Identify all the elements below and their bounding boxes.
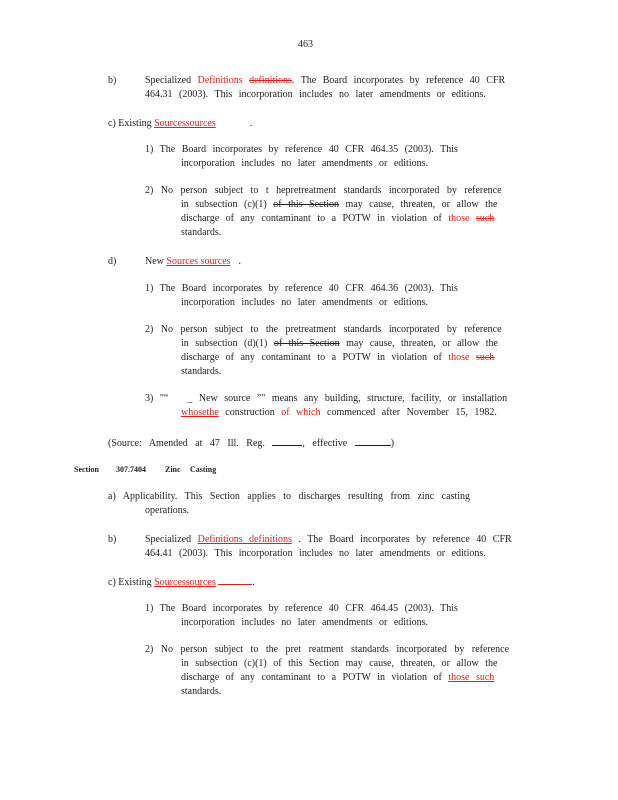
subsection-d-heading: [145, 256, 241, 268]
d1-item2-line1: 2) No person subject to the pretreatment standards incorporated by reference: [145, 324, 502, 335]
text: 3) "“: [145, 393, 169, 404]
text: .: [249, 118, 253, 129]
text: discharge of any contaminant to a POTW in violation of: [181, 213, 442, 224]
text: in subsection (d)(1): [181, 338, 268, 349]
text: c) Existing: [108, 577, 152, 588]
c1-item1-line1: 1) The Board incorporates by reference 40 CFR 464.35 (2003). This: [145, 144, 458, 155]
deleted-text: such: [475, 352, 495, 363]
text: discharge of any contaminant to a POTW in violation of: [181, 352, 442, 363]
c2-item2-line2: in subsection (c)(1) of this Section may cause, threaten, or allow the: [181, 658, 498, 669]
text: .: [238, 256, 242, 267]
c2-heading: [108, 575, 255, 589]
subsection-d-marker: d): [108, 256, 117, 267]
c1-item2-line1: 2) No person subject to t hepretreatment standards incorporated by reference: [145, 185, 502, 196]
inserted-text: Sourcessources: [154, 118, 216, 129]
text: Specialized: [145, 534, 192, 545]
section-title-zinc: Zinc: [165, 465, 181, 474]
blank-line: [272, 436, 302, 446]
c2-item2-line3: [181, 672, 494, 684]
d1-item3-line2: [181, 407, 497, 419]
deleted-text: such: [475, 213, 495, 224]
c1-item2-line2: [181, 199, 497, 211]
text: (Source: Amended at 47 Ill. Reg.: [108, 438, 265, 449]
c2-item1-line2: incorporation includes no later amendments or editions.: [181, 617, 428, 628]
inserted-text: of which: [281, 407, 321, 418]
c2-item2-line1: 2) No person subject to the pret reatment standards incorporated by reference: [145, 644, 510, 655]
text: , effective: [302, 438, 348, 449]
text: _ New source ”" means any building, structure, facility, or installation: [187, 393, 508, 404]
d1-item1-line2: incorporation includes no later amendments or editions.: [181, 297, 428, 308]
deleted-text: of this Section: [273, 199, 340, 210]
page-number: 463: [298, 39, 313, 50]
text: Specialized: [145, 75, 192, 86]
a2-line1: a) Applicability. This Section applies to discharges resulting from zinc casting: [108, 491, 470, 502]
inserted-text: whosethe: [181, 407, 219, 418]
inserted-text: Sources sources: [166, 256, 231, 267]
section-number: 307.7404: [116, 465, 146, 474]
source-note: [108, 436, 394, 450]
a2-line2: operations.: [145, 505, 190, 516]
text: may cause, threaten, or allow the: [346, 338, 498, 349]
text: construction: [225, 407, 275, 418]
text: discharge of any contaminant to a POTW in violation of: [181, 672, 442, 683]
blank-line: [218, 575, 252, 585]
c1-item1-line2: incorporation includes no later amendments or editions.: [181, 158, 428, 169]
text: New: [145, 256, 164, 267]
inserted-text: those: [448, 352, 470, 363]
text: c) Existing: [108, 118, 152, 129]
c2-item1-line1: 1) The Board incorporates by reference 40 CFR 464.45 (2003). This: [145, 603, 458, 614]
text: . The Board incorporates by reference 40 CFR: [291, 75, 506, 86]
c1-item2-line3: [181, 213, 494, 225]
inserted-text: Sourcessources: [154, 577, 216, 588]
inserted-text: those: [448, 213, 470, 224]
blank-line: [355, 436, 391, 446]
section-label: Section: [74, 465, 99, 474]
d1-item2-line3: [181, 352, 494, 364]
d1-item2-line2: [181, 338, 498, 350]
text: . The Board incorporates by reference 40 CFR: [298, 534, 512, 545]
subsection-b-line2: 464.31 (2003). This incorporation includes no later amendments or editions.: [145, 89, 486, 100]
text: may cause, threaten, or allow the: [345, 199, 498, 210]
d1-item1-line1: 1) The Board incorporates by reference 40 CFR 464.36 (2003). This: [145, 283, 458, 294]
text: ): [390, 438, 395, 449]
inserted-text: those such: [448, 672, 495, 683]
b2-marker: b): [108, 534, 117, 545]
deleted-text: definitions: [249, 75, 292, 86]
d1-item3-line1: [145, 393, 507, 405]
inserted-text: Definitions definitions: [197, 534, 292, 545]
text: commenced after November 15, 1982.: [327, 407, 497, 418]
b2-line2: 464.41 (2003). This incorporation includes no later amendments or editions.: [145, 548, 486, 559]
subsection-b-line1: [145, 75, 505, 87]
c2-item2-line4: standards.: [181, 686, 222, 697]
text: in subsection (c)(1): [181, 199, 267, 210]
subsection-b-marker: b): [108, 75, 117, 86]
d1-item2-line4: standards.: [181, 366, 222, 377]
b2-line1: [145, 534, 512, 546]
text: .: [252, 577, 255, 588]
subsection-c-heading: [108, 118, 252, 130]
inserted-text: Definitions: [197, 75, 243, 86]
c1-item2-line4: standards.: [181, 227, 222, 238]
deleted-text: of this Section: [273, 338, 340, 349]
section-title-casting: Casting: [190, 465, 217, 474]
